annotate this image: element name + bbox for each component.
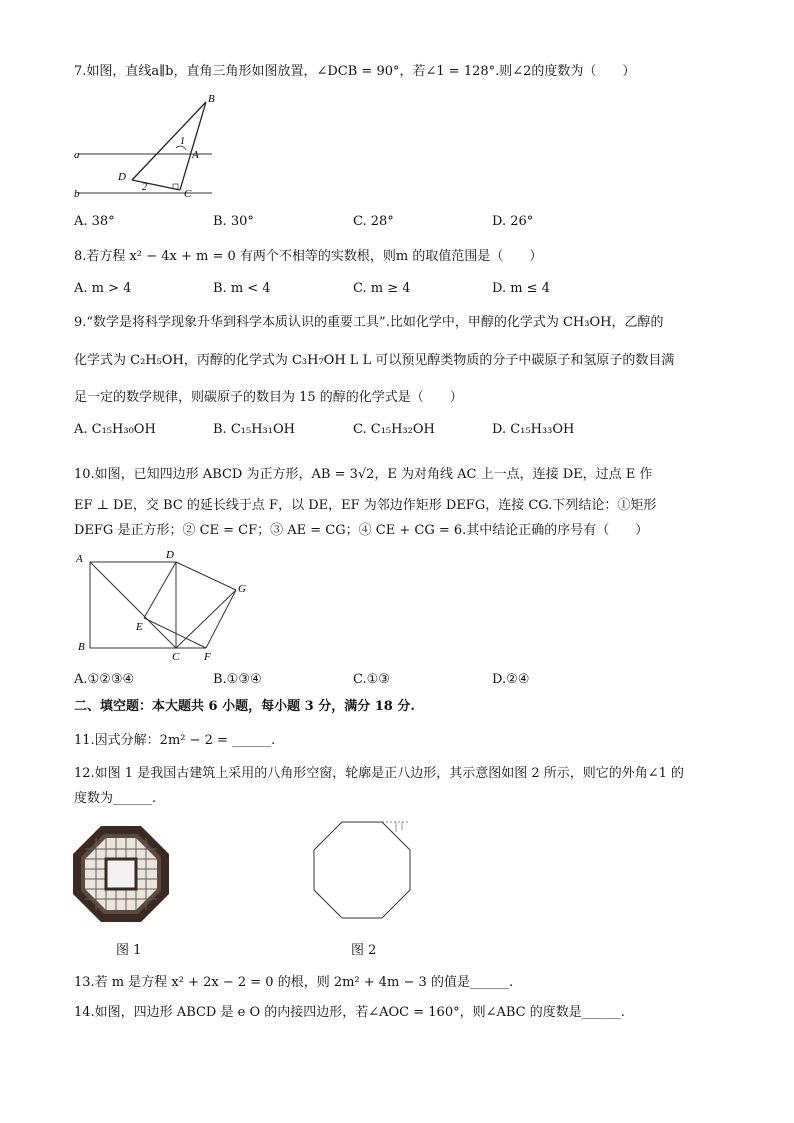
octagon-diagram xyxy=(308,818,414,924)
q10-line2: EF ⊥ DE，交 BC 的延长线于点 F，以 DE，EF 为邻边作矩形 DEFG，连接 CG.下列结论：①矩形 xyxy=(74,498,657,513)
q10-label-D: D xyxy=(166,549,174,561)
octagon-window-photo xyxy=(72,825,170,923)
q7-text: 7.如图，直线a∥b，直角三角形如图放置，∠DCB = 90°，若∠1 = 128°.则∠2的度数为（ ） xyxy=(74,64,636,79)
q8-option-a: A. m > 4 xyxy=(74,281,132,296)
q10-line-fg xyxy=(206,590,236,648)
section-heading: 二、填空题：本大题共 6 小题，每小题 3 分，满分 18 分. xyxy=(74,699,415,714)
q10-label-B: B xyxy=(78,641,85,653)
q14-text: 14.如图，四边形 ABCD 是 e O 的内接四边形，若∠AOC = 160°，则∠ABC 的度数是______. xyxy=(74,1005,625,1020)
q10-label-G: G xyxy=(238,583,246,595)
q7-option-b: B. 30° xyxy=(213,214,254,229)
q10-line-de xyxy=(144,562,176,618)
q12-line1: 12.如图 1 是我国古建筑上采用的八角形空窗，轮廓是正八边形，其示意图如图 2 所示，则它的外角∠1 的 xyxy=(74,766,685,781)
q7-option-d: D. 26° xyxy=(492,214,534,229)
q12-line2: 度数为______. xyxy=(74,791,157,806)
q9-option-b: B. C₁₅H₃₁OH xyxy=(213,422,295,437)
q7-option-a: A. 38° xyxy=(74,214,115,229)
q10-figure xyxy=(72,546,252,664)
q7-label-D: D xyxy=(118,171,126,183)
q7-label-2: 2 xyxy=(142,182,147,193)
q10-label-C: C xyxy=(172,651,180,663)
q10-diagonal-ac xyxy=(90,562,176,648)
q7-label-1: 1 xyxy=(180,136,185,147)
q10-option-b: B.①③④ xyxy=(213,672,262,687)
q9-line2: 化学式为 C₂H₅OH，丙醇的化学式为 C₃H₇OH L L 可以预见醇类物质的分子中碳原子和氢原子的数目满 xyxy=(74,353,675,368)
q9-option-d: D. C₁₅H₃₃OH xyxy=(492,422,575,437)
q10-option-d: D.②④ xyxy=(492,672,530,687)
q10-label-F: F xyxy=(204,651,211,663)
q8-option-b: B. m < 4 xyxy=(213,281,271,296)
q8-option-d: D. m ≤ 4 xyxy=(492,281,550,296)
q10-option-c: C.①③ xyxy=(353,672,390,687)
q12-fig2-caption: 图 2 xyxy=(351,943,377,958)
q7-option-c: C. 28° xyxy=(353,214,394,229)
q10-label-A: A xyxy=(76,553,83,565)
q10-line3: DEFG 是正方形；② CE = CF；③ AE = CG；④ CE + CG = 6.其中结论正确的序号有（ ） xyxy=(74,523,649,538)
q7-label-b: b xyxy=(74,188,80,200)
q11-text: 11.因式分解：2m² − 2 = ______. xyxy=(74,733,276,748)
q10-line-ef xyxy=(144,618,206,648)
q9-option-c: C. C₁₅H₃₂OH xyxy=(353,422,435,437)
q10-label-E: E xyxy=(136,621,143,633)
q10-line-cg xyxy=(176,590,236,648)
q10-line-dg xyxy=(176,562,236,590)
q10-line1: 10.如图，已知四边形 ABCD 为正方形，AB = 3√2，E 为对角线 AC 上一点，连接 DE，过点 E 作 xyxy=(74,467,653,482)
q13-text: 13.若 m 是方程 x² + 2x − 2 = 0 的根，则 2m² + 4m − 3 的值是______. xyxy=(74,975,514,990)
q12-fig1-caption: 图 1 xyxy=(116,943,142,958)
q8-option-c: C. m ≥ 4 xyxy=(353,281,411,296)
q7-label-B: B xyxy=(208,93,215,105)
q10-option-a: A.①②③④ xyxy=(74,672,135,687)
q9-line3: 足一定的数学规律，则碳原子的数目为 15 的醇的化学式是（ ） xyxy=(74,390,463,405)
q7-label-A: A xyxy=(192,149,199,161)
q9-line1: 9.“数学是将科学现象升华到科学本质认识的重要工具”.比如化学中，甲醇的化学式为 CH₃OH，乙醇的 xyxy=(74,315,664,330)
q7-label-a: a xyxy=(74,149,80,161)
q7-figure xyxy=(72,90,232,202)
q7-label-C: C xyxy=(184,188,192,200)
q8-text: 8.若方程 x² − 4x + m = 0 有两个不相等的实数根，则m 的取值范围是（ ） xyxy=(74,249,543,264)
q9-option-a: A. C₁₅H₃₀OH xyxy=(74,422,156,437)
